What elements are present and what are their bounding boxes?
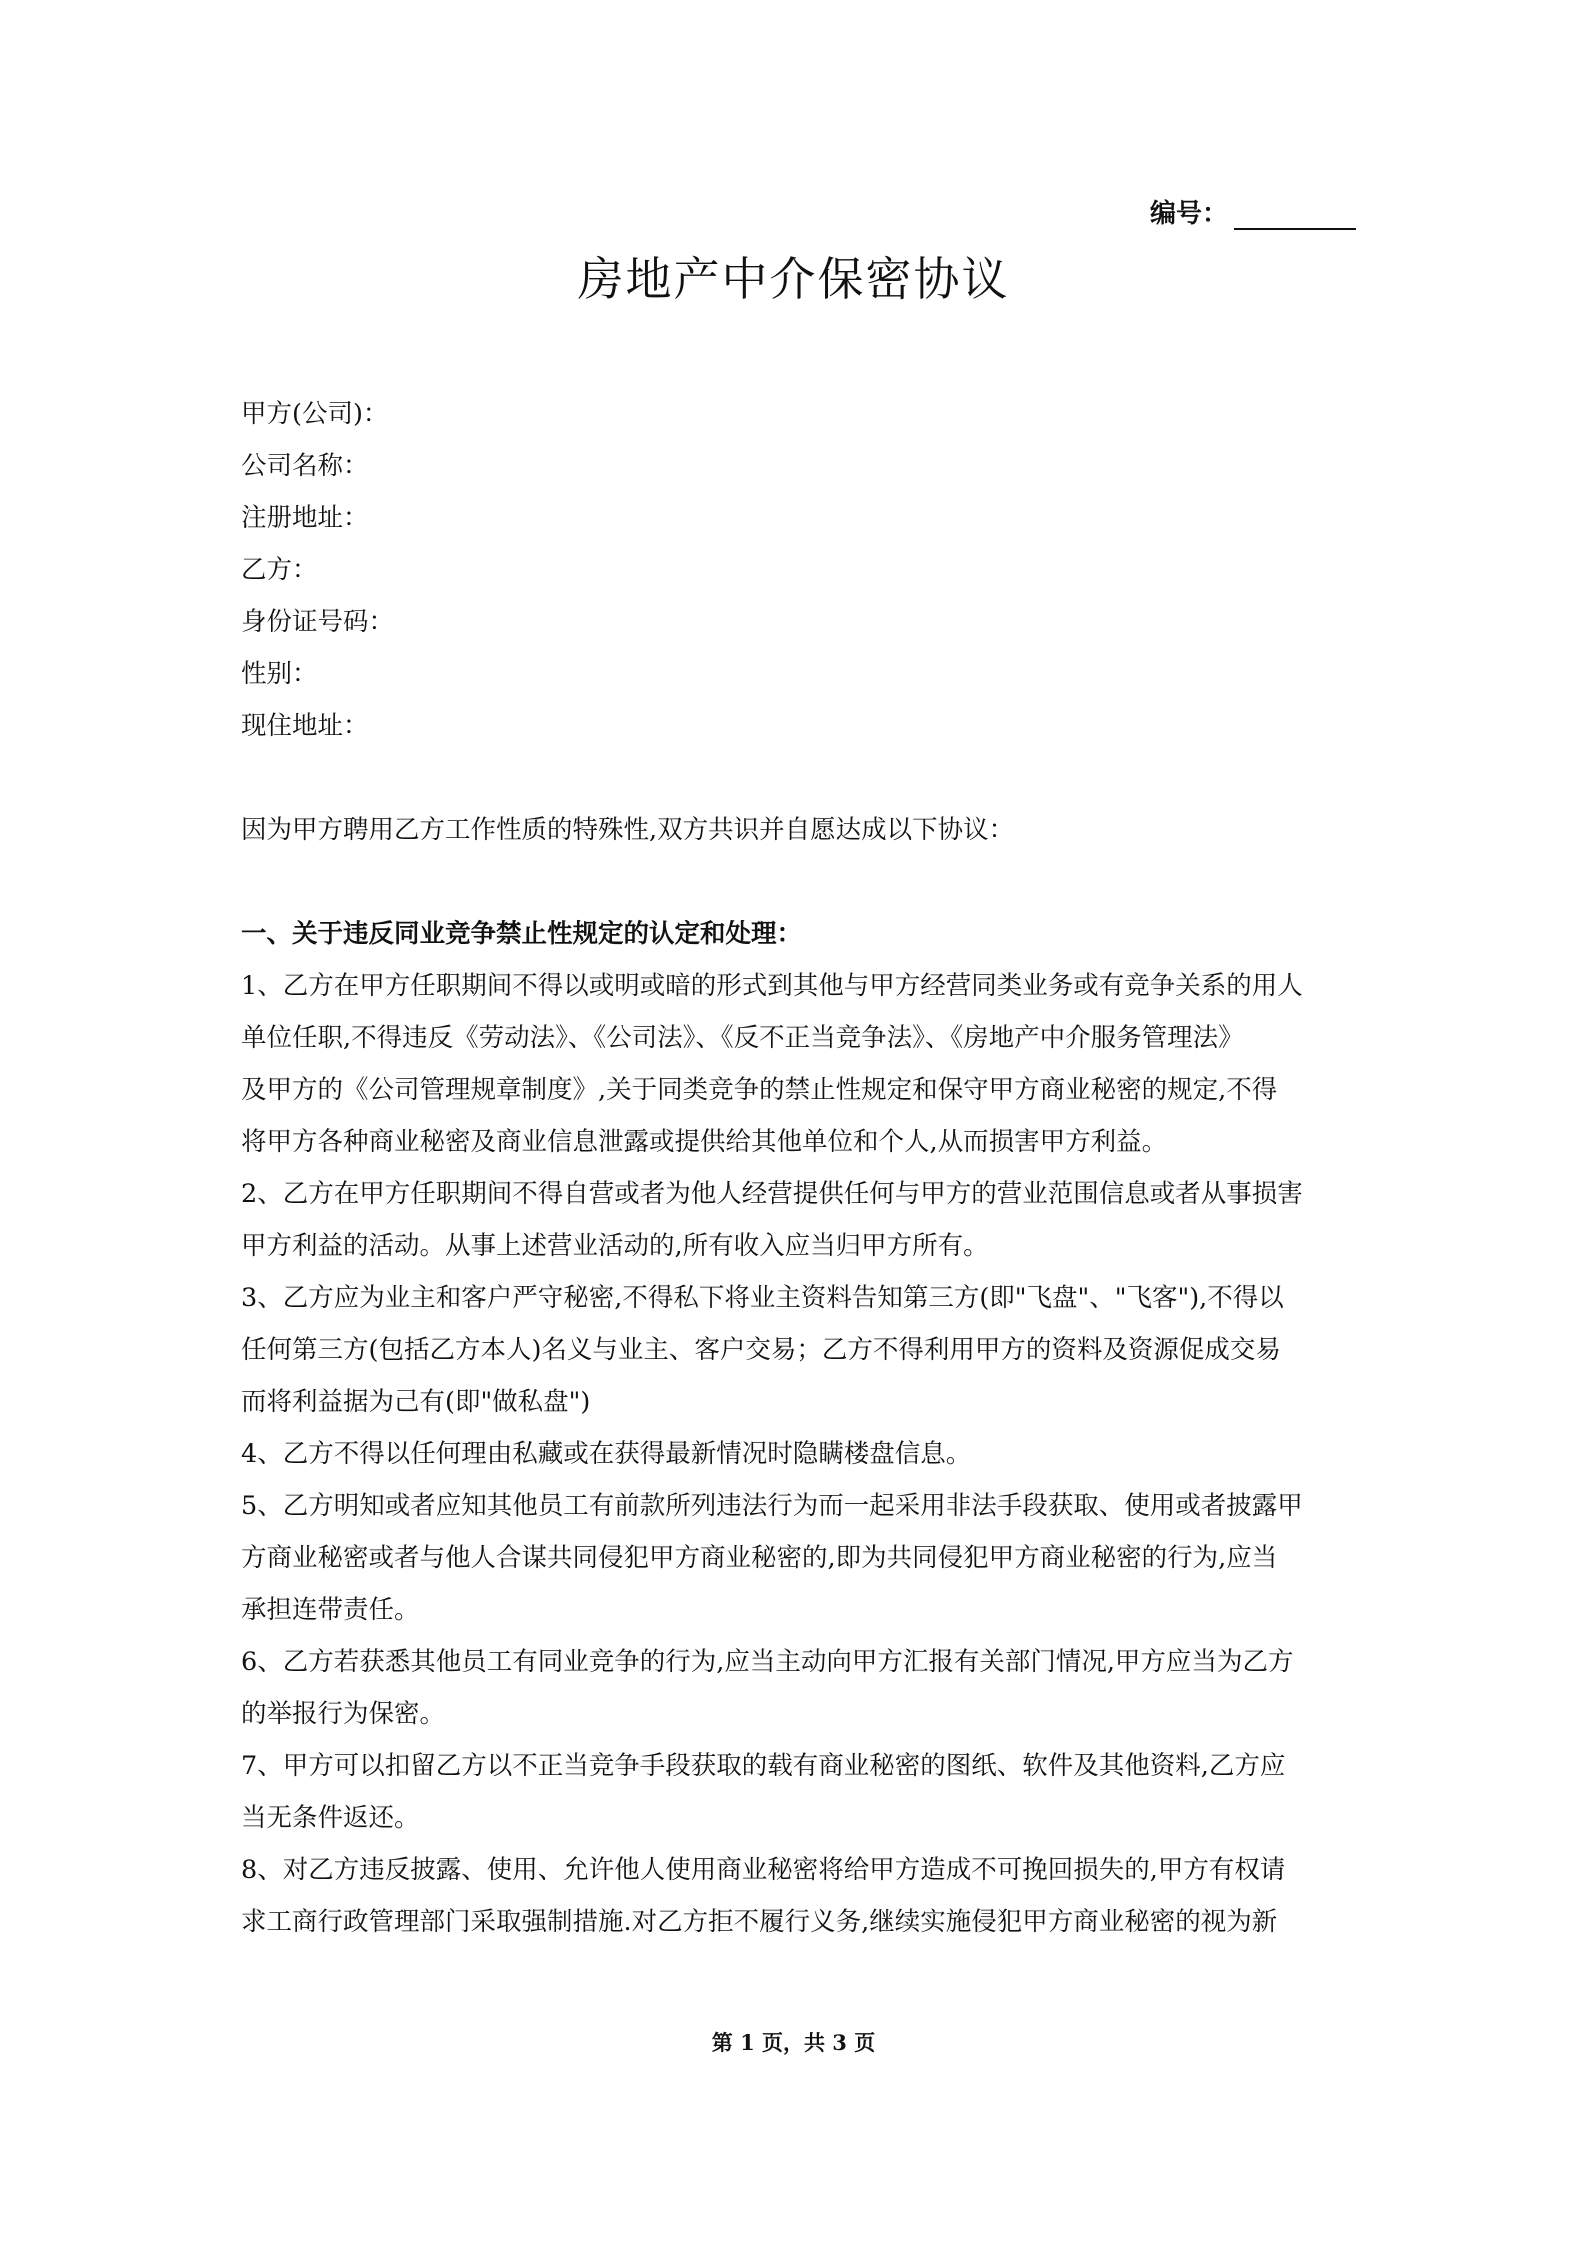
clause-line: 求工商行政管理部门采取强制措施.对乙方拒不履行义务,继续实施侵犯甲方商业秘密的视为新 xyxy=(241,1907,1278,1937)
document-number xyxy=(1150,193,1356,230)
page-footer: 第 1 页，共 3 页 xyxy=(711,2030,876,2055)
clause-line: 承担连带责任。 xyxy=(241,1595,420,1625)
clause-line: 当无条件返还。 xyxy=(241,1803,420,1833)
document-number-blank xyxy=(1234,202,1356,230)
document-title: 房地产中介保密协议 xyxy=(577,252,1010,306)
registered-address-label: 注册地址： xyxy=(241,503,369,533)
clause-line: 甲方利益的活动。从事上述营业活动的,所有收入应当归甲方所有。 xyxy=(241,1231,989,1261)
preamble-text: 因为甲方聘用乙方工作性质的特殊性,双方共识并自愿达成以下协议： xyxy=(241,815,1015,845)
gender-label: 性别： xyxy=(241,659,318,689)
clause-line: 而将利益据为己有(即"做私盘") xyxy=(241,1387,591,1417)
clause-line: 及甲方的《公司管理规章制度》,关于同类竞争的禁止性规定和保守甲方商业秘密的规定,不得 xyxy=(241,1075,1278,1105)
clause-line: 6、乙方若获悉其他员工有同业竞争的行为,应当主动向甲方汇报有关部门情况,甲方应当为乙方 xyxy=(241,1647,1294,1677)
clause-line: 7、甲方可以扣留乙方以不正当竞争手段获取的载有商业秘密的图纸、软件及其他资料,乙方应 xyxy=(241,1751,1286,1781)
clause-line: 8、对乙方违反披露、使用、允许他人使用商业秘密将给甲方造成不可挽回损失的,甲方有权请 xyxy=(241,1855,1286,1885)
clause-line: 2、乙方在甲方任职期间不得自营或者为他人经营提供任何与甲方的营业范围信息或者从事损害 xyxy=(241,1179,1303,1209)
clause-line: 任何第三方(包括乙方本人)名义与业主、客户交易；乙方不得利用甲方的资料及资源促成交易 xyxy=(241,1335,1281,1365)
section-heading: 一、关于违反同业竞争禁止性规定的认定和处理： xyxy=(241,919,803,949)
id-number-label: 身份证号码： xyxy=(241,607,395,637)
document-number-label: 编号： xyxy=(1150,199,1229,229)
clause-line: 5、乙方明知或者应知其他员工有前款所列违法行为而一起采用非法手段获取、使用或者披露甲 xyxy=(241,1491,1303,1521)
clause-line: 单位任职,不得违反《劳动法》、《公司法》、《反不正当竞争法》、《房地产中介服务管理法》 xyxy=(241,1023,1244,1053)
party-b-label: 乙方： xyxy=(241,555,318,585)
clause-line: 3、乙方应为业主和客户严守秘密,不得私下将业主资料告知第三方(即"飞盘"、"飞客"),不得以 xyxy=(241,1283,1284,1313)
clause-line: 4、乙方不得以任何理由私藏或在获得最新情况时隐瞒楼盘信息。 xyxy=(241,1439,972,1469)
clause-line: 方商业秘密或者与他人合谋共同侵犯甲方商业秘密的,即为共同侵犯甲方商业秘密的行为,应当 xyxy=(241,1543,1278,1573)
company-name-label: 公司名称： xyxy=(241,451,369,481)
clause-line: 的举报行为保密。 xyxy=(241,1699,446,1729)
current-address-label: 现住地址： xyxy=(241,711,369,741)
clause-line: 将甲方各种商业秘密及商业信息泄露或提供给其他单位和个人,从而损害甲方利益。 xyxy=(241,1127,1168,1157)
party-a-label: 甲方(公司)： xyxy=(241,399,389,429)
clause-line: 1、乙方在甲方任职期间不得以或明或暗的形式到其他与甲方经营同类业务或有竞争关系的用人 xyxy=(241,971,1303,1001)
